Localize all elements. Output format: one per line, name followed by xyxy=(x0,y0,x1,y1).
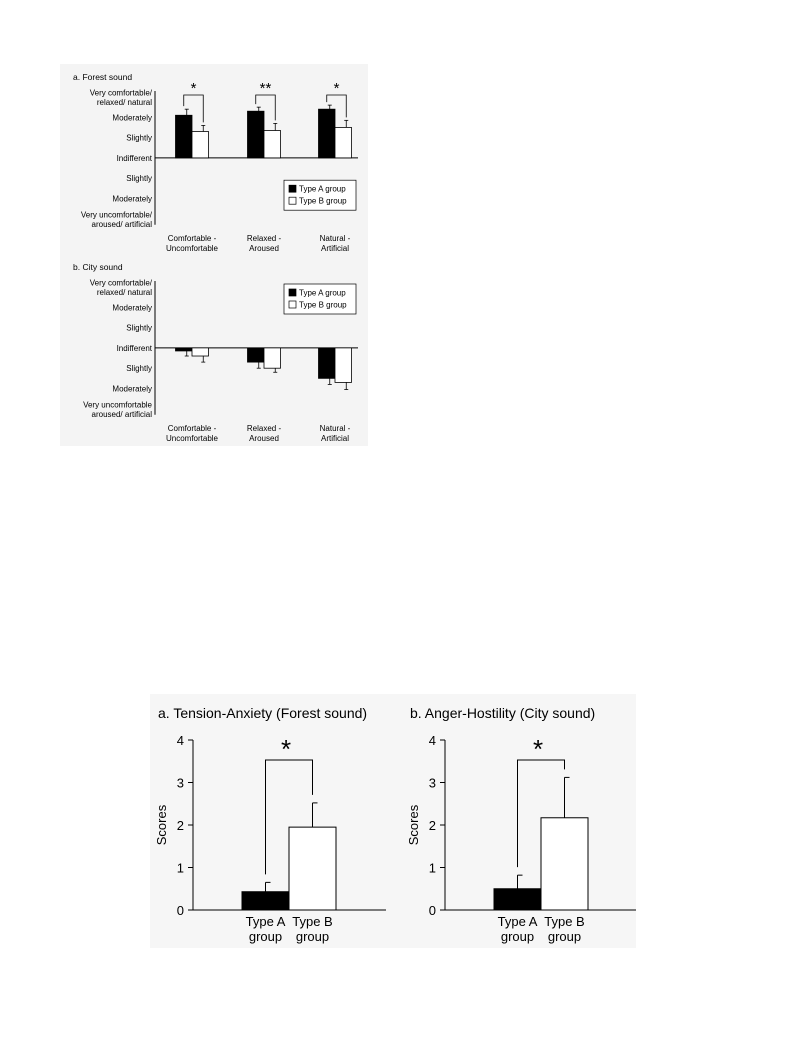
y-tick-label: 4 xyxy=(428,733,436,748)
y-tick-label: 4 xyxy=(176,733,184,748)
poms-panel-0 xyxy=(154,705,386,944)
legend-entry: Type B group xyxy=(299,196,347,206)
category-label: Aroused xyxy=(249,433,279,443)
y-tick-label: 2 xyxy=(428,818,436,833)
sd-panel-1 xyxy=(73,262,358,443)
category-label: Type A xyxy=(497,914,538,929)
category-label: Type A xyxy=(245,914,286,929)
y-level-label: relaxed/ natural xyxy=(96,98,152,107)
semantic-differential-svg xyxy=(60,64,368,446)
significance-mark: * xyxy=(280,734,292,764)
y-level-label: Slightly xyxy=(126,174,152,184)
y-tick-label: 2 xyxy=(176,818,184,833)
significance-mark: * xyxy=(532,734,544,764)
legend xyxy=(284,180,356,210)
y-tick-label: 1 xyxy=(176,860,184,876)
y-level-label: aroused/ artificial xyxy=(91,409,152,419)
bar-type-b xyxy=(192,348,209,356)
bar-type-a xyxy=(176,115,193,158)
y-tick-label: 0 xyxy=(428,903,436,918)
legend xyxy=(284,284,356,314)
bar-type-a xyxy=(176,348,193,351)
category-label: Uncomfortable xyxy=(165,433,219,443)
category-label: Natural - xyxy=(319,423,351,433)
significance-mark: * xyxy=(190,80,197,97)
category-label: Type B xyxy=(544,914,585,929)
bar-type-b xyxy=(289,827,336,910)
category-label: Type B xyxy=(292,914,333,929)
category-label: group xyxy=(248,929,283,944)
y-tick-label: 3 xyxy=(176,775,184,791)
bar-type-b xyxy=(335,127,352,157)
category-label: Natural - xyxy=(319,233,351,243)
y-level-label: Slightly xyxy=(126,133,152,143)
y-level-label: Moderately xyxy=(112,303,152,313)
bar-type-a xyxy=(494,889,541,910)
legend-entry: Type A group xyxy=(299,184,346,194)
legend-swatch xyxy=(289,301,296,308)
category-label: Comfortable - xyxy=(167,423,217,433)
category-label: Uncomfortable xyxy=(165,243,219,253)
poms-panel-1 xyxy=(406,705,636,944)
y-tick-label: 0 xyxy=(176,903,184,918)
y-level-label: Moderately xyxy=(112,384,152,394)
poms-figure xyxy=(150,694,636,948)
legend-entry: Type B group xyxy=(299,300,347,310)
significance-mark: * xyxy=(333,80,340,97)
category-label: group xyxy=(500,929,535,944)
bar-type-a xyxy=(242,892,289,910)
legend-swatch xyxy=(289,289,296,296)
bar-type-a xyxy=(248,348,265,362)
category-label: Comfortable - xyxy=(167,233,217,243)
category-label: Artificial xyxy=(320,243,350,253)
panel-title: b. Anger-Hostility (City sound) xyxy=(410,705,596,721)
y-level-label: Very uncomfortable/ xyxy=(80,210,152,220)
category-label: Relaxed - xyxy=(246,423,282,433)
bar-type-b xyxy=(264,348,281,368)
category-label: Aroused xyxy=(249,243,279,253)
panel-title: a. Tension-Anxiety (Forest sound) xyxy=(158,705,368,721)
y-tick-label: 3 xyxy=(428,775,436,791)
y-level-label: Moderately xyxy=(112,113,152,123)
y-level-label: Very comfortable/ xyxy=(89,88,152,98)
bar-type-a xyxy=(319,348,336,378)
legend-entry: Type A group xyxy=(299,288,346,298)
category-label: group xyxy=(295,929,330,944)
y-level-label: Slightly xyxy=(126,323,152,333)
legend-swatch xyxy=(289,197,296,204)
sd-panel-0 xyxy=(73,72,358,253)
bar-type-b xyxy=(264,130,281,157)
y-axis-label: Scores xyxy=(154,804,169,846)
y-level-label: relaxed/ natural xyxy=(96,288,152,297)
y-level-label: Indifferent xyxy=(116,153,152,163)
y-level-label: Very comfortable/ xyxy=(89,278,152,288)
y-tick-label: 1 xyxy=(428,860,436,876)
bar-type-a xyxy=(319,109,336,158)
category-label: Artificial xyxy=(320,433,350,443)
legend-swatch xyxy=(289,185,296,192)
category-label: Relaxed - xyxy=(246,233,282,243)
category-label: group xyxy=(547,929,582,944)
bar-type-a xyxy=(248,111,265,158)
y-level-label: Indifferent xyxy=(116,343,152,353)
bar-type-b xyxy=(192,132,209,158)
panel-title: b. City sound xyxy=(73,262,123,272)
significance-mark: ** xyxy=(259,80,272,97)
bar-type-b xyxy=(541,818,588,910)
poms-svg xyxy=(150,694,636,948)
y-axis-label: Scores xyxy=(406,804,421,846)
y-level-label: aroused/ artificial xyxy=(91,219,152,229)
y-level-label: Very uncomfortable xyxy=(83,400,152,410)
panel-title: a. Forest sound xyxy=(73,72,133,82)
semantic-differential-figure xyxy=(60,64,368,446)
y-level-label: Slightly xyxy=(126,364,152,374)
bar-type-b xyxy=(335,348,352,383)
y-level-label: Moderately xyxy=(112,194,152,204)
